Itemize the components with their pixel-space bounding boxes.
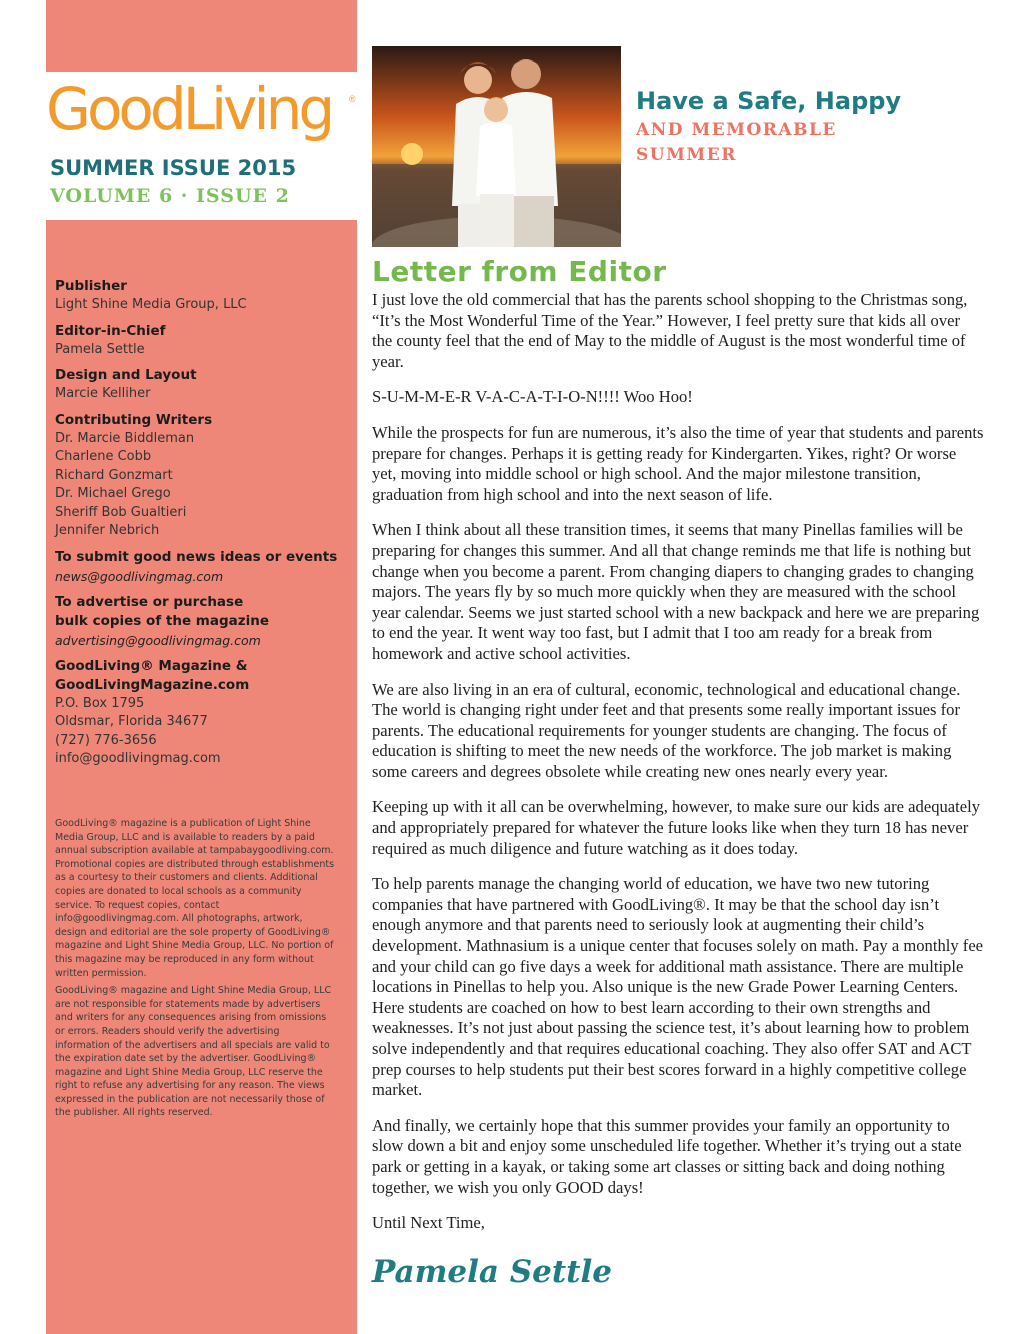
editor-group <box>55 322 350 360</box>
fine-print-paragraph: GoodLiving® magazine and Light Shine Media Group, LLC are not responsible for statements made by advertisers and writers for any consequences arising from omissions or errors. Readers should verify the advertising information of the advertisers and all specials are valid to the expiration date set by the advertiser. GoodLiving® magazine and Light Shine Media Group, LLC reserve the right to refuse any advertising for any reason. The views expressed in the publication are not necessarily those of the publisher. All rights reserved. <box>55 985 332 1119</box>
signature: Pamela Settle <box>372 1254 612 1290</box>
fine-print-paragraph: GoodLiving® magazine is a publication of Light Shine Media Group, LLC and is available to readers by a paid annual subscription available at tampabaygoodliving.com. Promotional copies are distributed through establishments as a courtesy to their customers and clients. Additional copies are donated to local schools as a community service. To request copies, contact info@goodlivingmag.com. All photographs, artwork, design and editorial are the sole property of GoodLiving® magazine and Light Shine Media Group, LLC. No portion of this magazine may be reproduced in any form without written permission. <box>55 818 335 979</box>
headline-line-1: Have a Safe, Happy <box>636 87 902 115</box>
writer-name: Charlene Cobb <box>55 449 152 464</box>
masthead <box>46 72 357 220</box>
news-label: To submit good news ideas or events <box>55 548 338 565</box>
publisher-name: Light Shine Media Group, LLC <box>55 297 247 312</box>
writer-name: Richard Gonzmart <box>55 467 173 483</box>
letter-body <box>372 290 984 1249</box>
editor-label: Editor-in-Chief <box>55 322 166 339</box>
sunset-family-image <box>372 46 621 247</box>
news-group <box>55 548 350 586</box>
volume-issue: VOLUME 6 · ISSUE 2 <box>50 185 290 207</box>
writer-name: Jennifer Nebrich <box>55 523 160 538</box>
design-name: Marcie Kelliher <box>55 386 151 401</box>
contact-email[interactable]: info@goodlivingmag.com <box>55 751 221 766</box>
letter-paragraph: We are also living in an era of cultural, economic, technological and educational change. The world is changing right under feet and that presents some really important issues for parents. The educational requirements for younger students are changing. The focus of education is shifting to meet the new needs of the workforce. The job market is making some careers and degrees obsolete while creating new ones nearly every year. <box>372 679 961 781</box>
advertise-label: bulk copies of the magazine <box>55 612 270 629</box>
address-line: Oldsmar, Florida 34677 <box>55 714 208 729</box>
letter-paragraph: When I think about all these transition times, it seems that many Pinellas families will be preparing for changes this summer. And all that change reminds me that life is nothing but change when you become a parent. From changing diapers to changing grades to changing majors. The years fly by so much more quickly when they are measured with the school year calendar. Seems we just started school with a new backpack and here we are preparing to end the year. It went way too fast, but I admit that I too am ready for a break from homework and active school activities. <box>372 520 980 663</box>
advertise-group <box>55 593 350 650</box>
letter-paragraph: I just love the old commercial that has the parents school shopping to the Christmas song, “It’s the Most Wonderful Time of the Year.” However, I feel pretty sure that kids all over the county feel that the end of May to the middle of August is the most wonderful time of year. <box>372 290 968 371</box>
writer-name: Sheriff Bob Gualtieri <box>55 504 187 520</box>
editor-name: Pamela Settle <box>55 341 145 357</box>
letter-paragraph: And finally, we certainly hope that this summer provides your family an opportunity to slow down a bit and enjoy some unscheduled life together. Whether it’s trying out a state park or getting in a kayak, or taking some art classes or sitting back and doing nothing together, we wish you only GOOD days! <box>372 1115 962 1197</box>
contact-group <box>55 657 350 769</box>
issue-title: SUMMER ISSUE 2015 <box>50 156 297 180</box>
advertise-label: To advertise or purchase <box>55 593 244 610</box>
advertise-email[interactable]: advertising@goodlivingmag.com <box>55 632 261 648</box>
letter-closing: Until Next Time, <box>372 1213 485 1233</box>
logo-registered-mark: ® <box>349 94 356 104</box>
letter-title: Letter from Editor <box>372 255 667 288</box>
staff-box <box>55 277 350 776</box>
writer-name: Dr. Michael Grego <box>55 486 171 501</box>
news-email[interactable]: news@goodlivingmag.com <box>55 568 224 584</box>
family-photo <box>372 46 621 247</box>
writers-label: Contributing Writers <box>55 411 213 428</box>
sidebar <box>46 0 357 1334</box>
letter-paragraph: Keeping up with it all can be overwhelming, however, to make sure our kids are adequately and appropriately prepared for whatever the future looks like when they turn 18 has never required as much diligence and future watching as it does today. <box>372 797 981 858</box>
phone-number: (727) 776-3656 <box>55 732 157 748</box>
publisher-group <box>55 277 350 315</box>
letter-paragraph: S-U-M-M-E-R V-A-C-A-T-I-O-N!!!! Woo Hoo! <box>372 387 693 407</box>
publisher-label: Publisher <box>55 278 127 294</box>
writers-group <box>55 411 350 541</box>
address-line: P.O. Box 1795 <box>55 695 145 711</box>
contact-label: GoodLiving® Magazine & <box>55 657 248 674</box>
design-label: Design and Layout <box>55 367 197 383</box>
writer-name: Dr. Marcie Biddleman <box>55 430 195 446</box>
headline-line-2: AND MEMORABLE SUMMER <box>636 120 837 165</box>
letter-paragraph: While the prospects for fun are numerous, it’s also the time of year that students and parents prepare for changes. Perhaps it is getting ready for Kindergarten. Yikes, right? Or worse yet, moving into middle school or high school. And the major milestone transition, graduation from high school and into the next season of life. <box>372 422 984 504</box>
logo: GoodLiving <box>46 75 332 143</box>
letter-paragraph: To help parents manage the changing world of education, we have two new tutoring companies that have partnered with GoodLiving®. It may be that the school day isn’t enough anymore and that parents need to seriously look at augmenting their child’s development. Mathnasium is a unique center that focuses solely on math. Pay a monthly fee and your child can go five days a week for additional math assistance. There are multiple locations in Pinellas to help you. Also unique is the new Grade Power Learning Centers. Here students are coached on how to best learn according to their own strengths and weaknesses. It’s not just about passing the science test, it’s about learning how to problem solve independently and that requires educational coaching. They also offer SAT and ACT prep courses to help students put their best scores forward in a highly competitive college market. <box>372 874 984 1100</box>
fine-print <box>55 817 337 1124</box>
contact-website[interactable]: GoodLivingMagazine.com <box>55 676 250 693</box>
design-group <box>55 366 350 404</box>
